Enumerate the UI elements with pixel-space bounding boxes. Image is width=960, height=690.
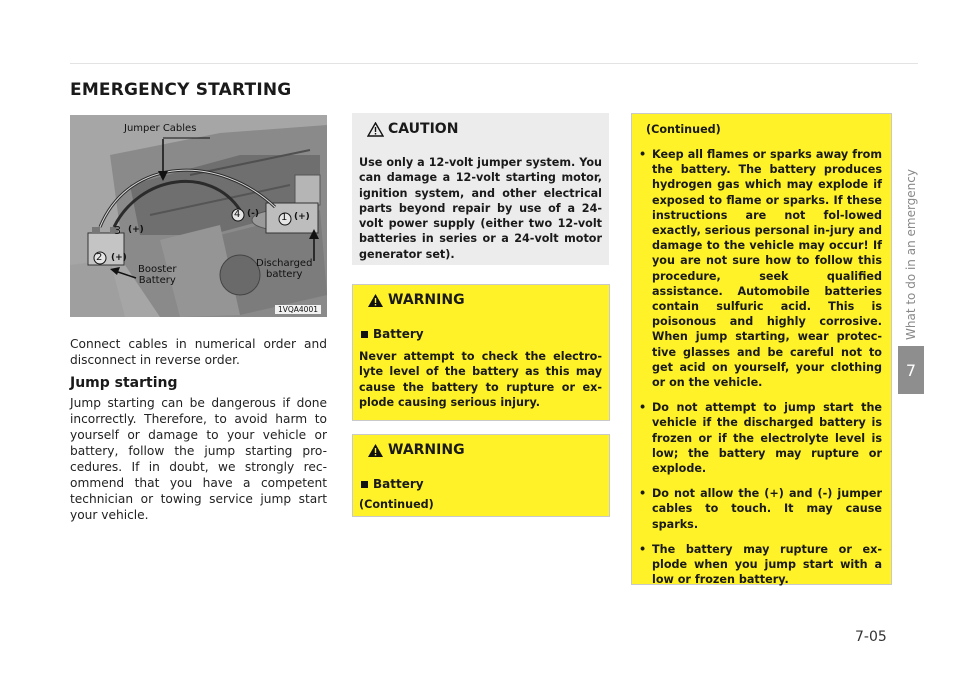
warning-box-1	[352, 284, 610, 421]
bullet-item: • The battery may rupture or ex-plode when you jump start with a low or frozen battery.	[639, 542, 882, 588]
bullet-item: • Do not attempt to jump start the vehicle if the discharged battery is frozen or if the electrolyte level is low; the battery may rupture or explode.	[639, 400, 882, 476]
callout-2-number: 2	[96, 252, 103, 263]
callout-1-number: 1	[281, 212, 288, 223]
battery-subheading-label: Battery	[373, 477, 424, 491]
jumper-cables-label: Jumper Cables	[124, 123, 197, 134]
continued-label: (Continued)	[359, 498, 434, 511]
warning-1-text: Never attempt to check the electro-lyte level of the battery as this may cause the battery to rupture or ex-plode causing serious injury.	[359, 350, 602, 409]
caution-heading	[367, 121, 458, 137]
booster-label-line1: Booster	[138, 264, 177, 275]
warning-continued-box	[631, 113, 892, 585]
callout-2-polarity: (+)	[111, 253, 127, 263]
bullet-item: • Keep all flames or sparks away from the battery. The battery produces hydrogen gas which may explode if exposed to flame or sparks. If these instructions are not fol-lowed exactly, serious personal in-jury and damage to the vehicle may occur! If you are not sure how to follow this procedure, seek qualified assistance. Automobile batteries contain sulfuric acid. This is poisonous and highly corrosive. When jump starting, wear protec-tive glasses and be careful not to get acid on yourself, your clothing or on the vehicle.	[639, 147, 882, 390]
caution-heading-label: CAUTION	[388, 121, 459, 137]
warning-triangle-icon	[367, 293, 384, 308]
warning-box-2	[352, 434, 610, 517]
warning-heading-label: WARNING	[388, 442, 465, 458]
jump-starting-heading: Jump starting	[70, 375, 178, 391]
section-side-label	[900, 130, 920, 340]
warning-triangle-icon	[367, 443, 384, 458]
callout-1-polarity: (+)	[294, 212, 310, 222]
discharged-label-line2: battery	[265, 268, 303, 280]
callout-3-number: 3	[114, 224, 121, 237]
continued-heading: (Continued)	[646, 123, 721, 136]
square-bullet-icon	[361, 331, 368, 338]
figure-code: 1VQA4001	[275, 305, 321, 314]
warning-heading	[367, 292, 465, 308]
top-rule	[70, 63, 918, 64]
booster-label-line2: Battery	[138, 274, 176, 286]
section-side-label-text: What to do in an emergency	[904, 169, 918, 340]
discharged-battery-label	[256, 259, 312, 280]
callout-3-polarity: (+)	[128, 225, 144, 235]
warning-heading-label: WARNING	[388, 292, 465, 308]
car-engine-drawing	[70, 115, 327, 317]
callout-4-polarity: (-)	[247, 209, 259, 219]
page-title: EMERGENCY STARTING	[70, 80, 292, 100]
warning-bullet-list	[639, 147, 882, 597]
jump-starting-paragraph: Jump starting can be dangerous if done incorrectly. Therefore, to avoid harm to yourself or damage to your vehicle or battery, follow the jump starting pro-cedures. If in doubt, we strongly rec-ommend that you have a competent technician or towing service jump start your vehicle.	[70, 396, 327, 522]
callout-4-number: 4	[234, 209, 241, 220]
caution-text: Use only a 12-volt jumper system. You can damage a 12-volt starting motor, ignition system, and other electrical parts beyond repair by use of a 24-volt power supply (either two 12-volt batteries in series or a 24-volt motor generator set).	[359, 156, 602, 261]
battery-subheading	[361, 477, 424, 491]
warning-triangle-icon	[367, 122, 384, 137]
warning-heading	[367, 442, 465, 458]
page-number: 7-05	[855, 629, 887, 645]
intro-text: Connect cables in numerical order and disconnect in reverse order.	[70, 337, 327, 367]
caution-box	[352, 113, 609, 265]
battery-subheading	[361, 327, 424, 341]
chapter-tab[interactable]: 7	[898, 346, 924, 394]
battery-subheading-label: Battery	[373, 327, 424, 341]
bullet-item: • Do not allow the (+) and (-) jumper cables to touch. It may cause sparks.	[639, 486, 882, 532]
jump-start-illustration	[70, 115, 327, 317]
booster-battery-label	[138, 265, 177, 286]
square-bullet-icon	[361, 481, 368, 488]
discharged-label-line1: Discharged	[256, 258, 313, 269]
